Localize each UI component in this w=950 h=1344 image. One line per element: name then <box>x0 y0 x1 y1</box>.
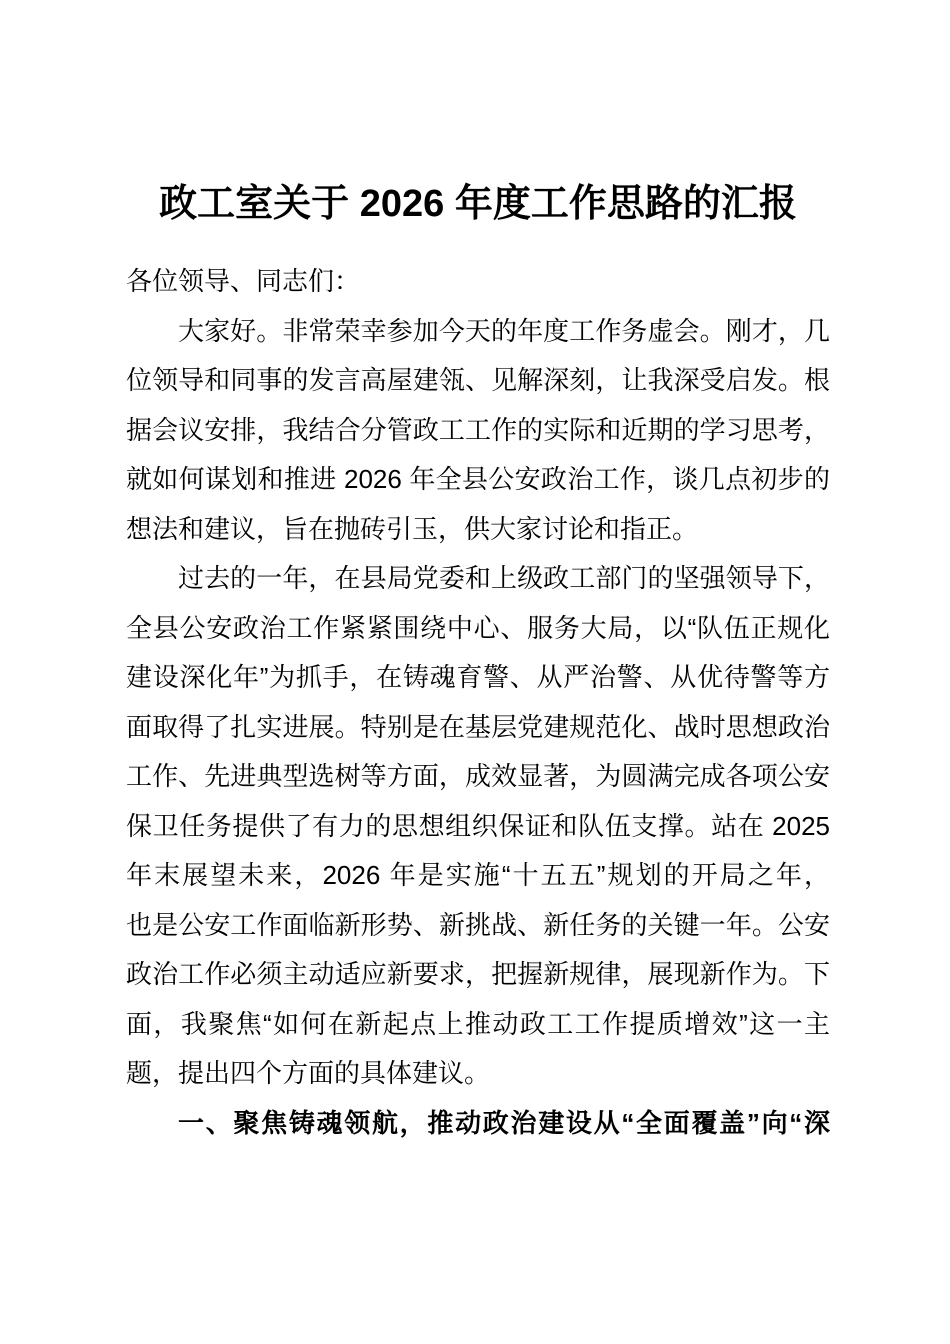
section-heading: 一、聚焦铸魂领航，推动政治建设从“全面覆盖”向“深 <box>178 1107 830 1138</box>
body-text-line: 想法和建议，旨在抛砖引玉，供大家讨论和指正。 <box>126 513 699 544</box>
body-text-line: 建设深化年”为抓手，在铸魂育警、从严治警、从优待警等方 <box>126 662 830 692</box>
salutation-line: 各位领导、同志们： <box>126 266 361 296</box>
body-text-line: 面取得了扎实进展。特别是在基层党建规范化、战时思想政治 <box>126 711 830 742</box>
body-text-line: 大家好。非常荣幸参加今天的年度工作务虚会。刚才，几 <box>178 315 830 346</box>
body-text-line: 全县公安政治工作紧紧围绕中心、服务大局，以“队伍正规化 <box>126 612 830 643</box>
body-text-line: 位领导和同事的发言高屋建瓴、见解深刻，让我深受启发。根 <box>126 365 830 395</box>
body-text-line: 过去的一年，在县局党委和上级政工部门的坚强领导下， <box>178 563 830 593</box>
document-title: 政工室关于 2026 年度工作思路的汇报 <box>159 183 797 225</box>
document-body <box>126 257 830 1148</box>
body-text-line: 就如何谋划和推进 2026 年全县公安政治工作，谈几点初步的 <box>126 464 830 494</box>
body-text-line: 年末展望未来，2026 年是实施“十五五”规划的开局之年， <box>126 860 830 890</box>
body-text-line: 题，提出四个方面的具体建议。 <box>126 1058 491 1088</box>
body-text-line: 保卫任务提供了有力的思想组织保证和队伍支撑。站在 2025 <box>126 810 830 841</box>
body-text-line: 政治工作必须主动适应新要求，把握新规律，展现新作为。下 <box>126 959 830 989</box>
body-text-line: 工作、先进典型选树等方面，成效显著，为圆满完成各项公安 <box>126 761 830 791</box>
body-text-line: 面，我聚焦“如何在新起点上推动政工工作提质增效”这一主 <box>126 1008 830 1039</box>
body-text-line: 也是公安工作面临新形势、新挑战、新任务的关键一年。公安 <box>126 909 830 940</box>
body-text-line: 据会议安排，我结合分管政工工作的实际和近期的学习思考， <box>126 414 830 445</box>
